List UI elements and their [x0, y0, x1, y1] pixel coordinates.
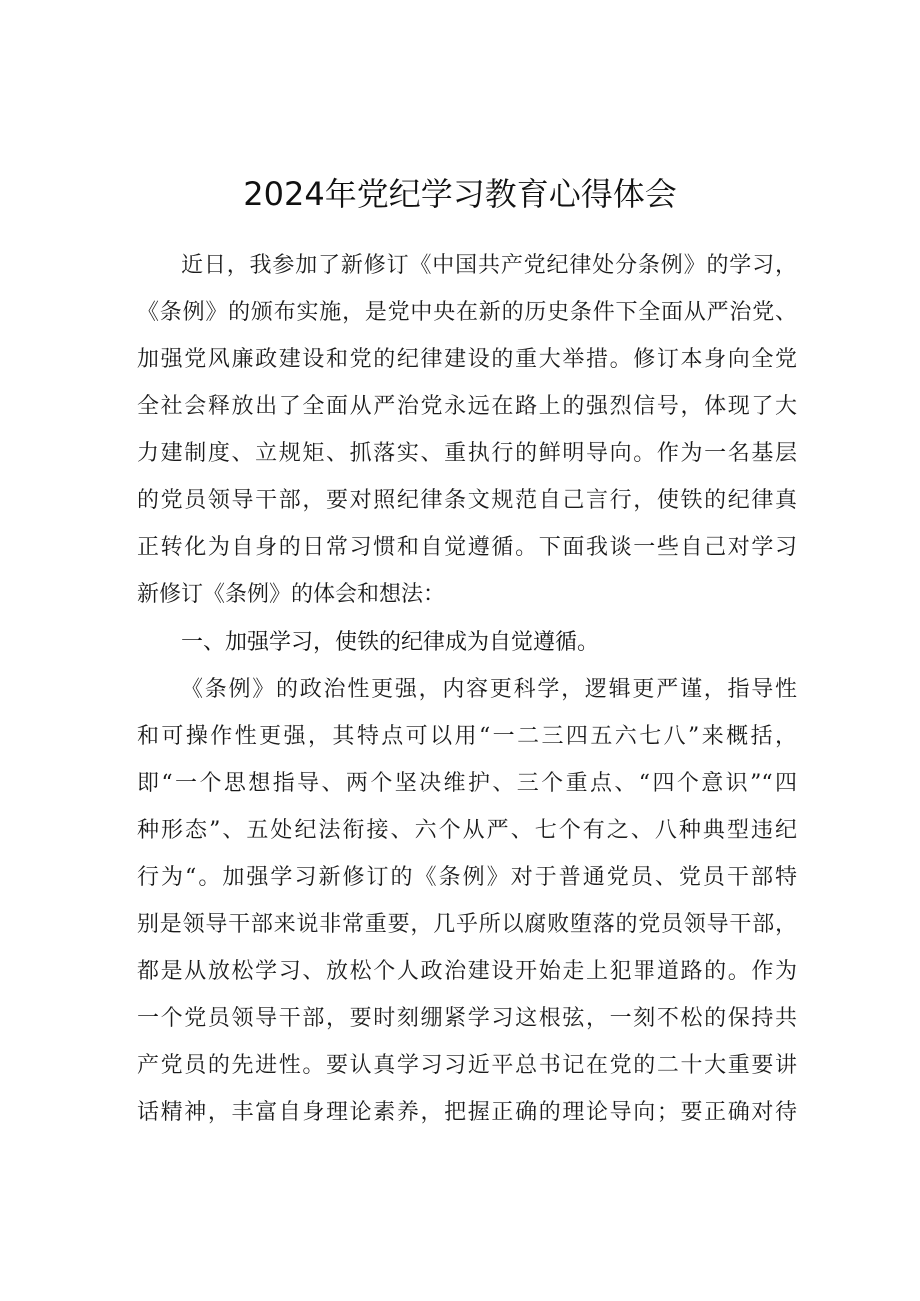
paragraph-2-line-8: 一个党员领导干部，要时刻绷紧学习这根弦，一刻不松的保持共 [137, 1006, 797, 1031]
paragraph-1-line-8: 新修订《条例》的体会和想法： [137, 582, 446, 607]
paragraph-2-line-1: 《条例》的政治性更强，内容更科学，逻辑更严谨，指导性 [181, 677, 797, 702]
paragraph-1-line-7: 正转化为自身的日常习惯和自觉遵循。下面我谈一些自己对学习 [137, 535, 797, 560]
paragraph-1-line-5: 力建制度、立规矩、抓落实、重执行的鲜明导向。作为一名基层 [137, 441, 797, 466]
paragraph-1-line-3: 加强党风廉政建设和党的纪律建设的重大举措。修订本身向全党 [137, 347, 797, 372]
paragraph-2-line-5: 行为“。加强学习新修订的《条例》对于普通党员、党员干部特 [137, 865, 797, 890]
paragraph-1-line-6: 的党员领导干部，要对照纪律条文规范自己言行，使铁的纪律真 [137, 488, 797, 513]
paragraph-2-line-2: 和可操作性更强，其特点可以用“一二三四五六七八”来概括， [137, 724, 797, 749]
paragraph-1-line-4: 全社会释放出了全面从严治党永远在路上的强烈信号，体现了大 [137, 394, 797, 419]
paragraph-1-line-1: 近日，我参加了新修订《中国共产党纪律处分条例》的学习， [181, 253, 797, 278]
paragraph-2-line-10: 话精神，丰富自身理论素养，把握正确的理论导向；要正确对待 [137, 1100, 797, 1125]
paragraph-2-line-7: 都是从放松学习、放松个人政治建设开始走上犯罪道路的。作为 [137, 959, 797, 984]
document-title: 2024年党纪学习教育心得体会 [243, 175, 677, 213]
section-1-heading: 一、加强学习，使铁的纪律成为自觉遵循。 [181, 630, 600, 655]
paragraph-2-line-3: 即“一个思想指导、两个坚决维护、三个重点、“四个意识”“四 [137, 771, 797, 796]
paragraph-2-line-6: 别是领导干部来说非常重要，几乎所以腐败堕落的党员领导干部， [137, 912, 797, 937]
paragraph-1-line-2: 《条例》的颁布实施，是党中央在新的历史条件下全面从严治党、 [137, 300, 797, 325]
paragraph-2-line-4: 种形态”、五处纪法衔接、六个从严、七个有之、八种典型违纪 [137, 818, 797, 843]
paragraph-2-line-9: 产党员的先进性。要认真学习习近平总书记在党的二十大重要讲 [137, 1053, 797, 1078]
